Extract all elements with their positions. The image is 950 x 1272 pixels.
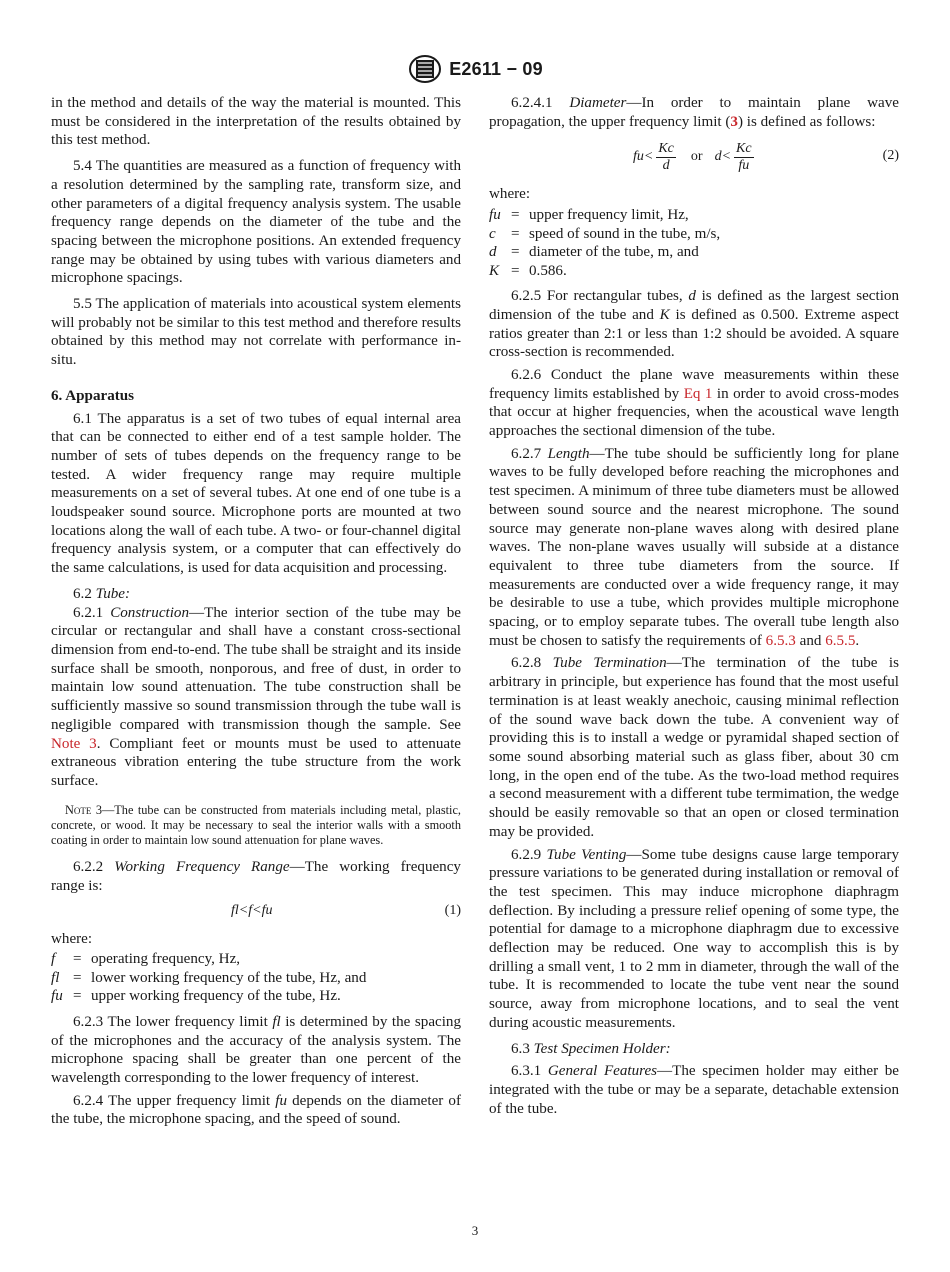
equation-2-lhs-2: d<	[714, 149, 732, 165]
symbol-fl: fl	[272, 1013, 281, 1030]
definition-list-1	[51, 950, 461, 1006]
equation-2-number: (2)	[882, 148, 899, 164]
clause-text: —The interior section of the tube may be circular or rectangular and shall have a constant cross-sectional dimension from end-to-end. The tube shall be straight and its inside surface shall be smooth, nonporous, and free of dust, in order to maintain low sound attenuation. The tube construction shall be sufficiently massive so sound transmission through the tube wall is negligible compared with transmission though the sample. See	[51, 604, 461, 733]
definition-equals: =	[73, 969, 82, 986]
paragraph-continuation: in the method and details of the way the material is mounted. This must be considered in the interpretation of the results obtained by this test method.	[51, 95, 461, 149]
definition-text: 0.586.	[529, 262, 567, 279]
equation-2-or: or	[690, 149, 703, 165]
clause-text: is defined as 0.500. Extreme aspect ratios greater than 2:1 or less than 1:2 should be avoided. A square cross-section is recommended.	[489, 306, 899, 361]
equation-1	[51, 898, 461, 924]
definition-symbol: fl	[51, 969, 60, 986]
clause-text: —The working frequency range is:	[51, 859, 461, 894]
definition-row	[51, 969, 461, 988]
clause-title: Length	[547, 445, 590, 462]
paragraph-6-2-8	[489, 654, 899, 841]
note-label: Note 3	[65, 802, 102, 817]
astm-logo-icon	[407, 54, 443, 84]
paragraph-6-1: 6.1 The apparatus is a set of two tubes of equal internal area that can be connected to either end of a test sample holder. The number of sets of tubes depends on the frequency range to be tested. A wider frequency range may require multiple measurements on a set of several tubes. At one end of one tube is a loudspeaker sound source. Microphone ports are mounted at two locations along the wall of each tube. A two- or four-channel digital frequency analysis system, or a computer that can effectively do the same calculations, is used for data acquisition and processing.	[51, 410, 461, 577]
clause-text: —Some tube designs cause large temporary pressure variations to be generated during installation or removal of the test specimen. This may induce microphone diaphragm deflection. By including a pressure relief opening of some type, the potential for damage to a microphone diaphragm due to excessive deflection may be reduced. One way to accomplish this is by drilling a small vent, 1 to 2 mm in diameter, through the wall of the tube. It is recommended to locate the tube vent near the sound source, away from microphone locations, and to seal the vent during acoustic measurements.	[489, 846, 899, 1031]
fraction-numerator: Kc	[658, 140, 674, 156]
clause-title: Working Frequency Range	[114, 859, 290, 876]
clause-text: 6.2.3 The lower frequency limit	[73, 1013, 273, 1030]
clause-title: Diameter	[569, 95, 627, 111]
page-number: 3	[471, 1223, 479, 1238]
section-6-title: 6. Apparatus	[51, 387, 135, 404]
clause-title: General Features	[547, 1063, 658, 1080]
definition-row	[489, 262, 899, 281]
clause-title: Tube:	[95, 585, 131, 602]
clause-text: —The specimen holder may either be integrated with the tube or may be a separate, detachable extension of the tube.	[489, 1063, 899, 1117]
note-3-link[interactable]: Note 3	[51, 735, 97, 752]
section-6-5-3-link[interactable]: 6.5.3	[765, 632, 796, 649]
definition-row	[51, 950, 461, 969]
clause-number: 6.3.1	[511, 1063, 542, 1080]
equation-1-number: (1)	[444, 902, 461, 918]
fraction-denominator: fu	[738, 157, 750, 173]
definition-symbol: d	[489, 244, 497, 261]
clause-number: 6.3	[511, 1040, 530, 1057]
clause-text: 6.2.4 The upper frequency limit	[73, 1092, 276, 1109]
document-id: E2611 − 09	[449, 58, 543, 79]
definition-symbol: fu	[51, 988, 63, 1005]
where-label: where:	[489, 186, 531, 203]
page-header	[0, 54, 950, 84]
where-label: where:	[51, 930, 93, 947]
clause-text: . Compliant feet or mounts must be used to attenuate extraneous vibration entering the tube structure from the work surface.	[51, 735, 461, 789]
fraction-denominator: d	[662, 157, 670, 173]
definition-text: diameter of the tube, m, and	[529, 244, 699, 261]
symbol-K: K	[659, 306, 670, 323]
definition-row	[489, 243, 899, 262]
definition-row	[489, 225, 899, 244]
paragraph-6-2-2	[51, 858, 461, 895]
symbol-d: d	[688, 288, 696, 305]
definition-row	[489, 206, 899, 225]
eq-1-link[interactable]: Eq 1	[683, 385, 713, 402]
definition-equals: =	[511, 244, 520, 261]
equation-2-lhs-1: fu<	[633, 149, 654, 165]
clause-text: —The termination of the tube is arbitrary in principle, but experience has found that the most useful termination is at least weakly anechoic, causing minimal reflection of the sound wave back down the tube. A convenient way of providing this is to install a wedge or pyramidal shaped section of some sound absorbing material such as glass fiber, about 30 cm long, in the open end of the tube. As the two-load method requires a second measurement with a different tube termimation, the wedge should be easily removable so that an open or closed termination may be provided.	[489, 655, 899, 840]
paragraph-6-3	[489, 1040, 899, 1059]
clause-number: 6.2.7	[511, 445, 542, 462]
definition-text: upper frequency limit, Hz,	[529, 207, 689, 224]
paragraph-5-4: 5.4 The quantities are measured as a function of frequency with a resolution determined by the sampling rate, transform size, and other parameters of a digital frequency analysis system. The usable frequency range depends on the diameter of the tube and the spacing between the microphone positions. An extended frequency range may be obtained by using tubes with various diameters and microphone spacings.	[51, 158, 461, 287]
paragraph-6-2-9	[489, 846, 899, 1033]
fraction-numerator: Kc	[736, 140, 752, 156]
definition-text: upper working frequency of the tube, Hz.	[91, 988, 341, 1005]
right-column	[489, 94, 899, 1118]
definition-row	[51, 987, 461, 1006]
clause-number: 6.2.8	[511, 655, 542, 672]
clause-text: —The tube should be sufficiently long for plane waves to be fully developed before reaching the microphones and test specimen. A minimum of three tube diameters must be allowed between sound source and the nearest microphone. The sound source may generate non-plane waves along with desired plane waves. The non-plane waves usually will subside at a distance equivalent to three tube diameters from the source. If measurements are conducted over a wide frequency range, it may be desirable to use a tube, which provides multiple microphone spacing, or to employ separate tubes. The overall tube length also must be chosen to satisfy the requirements of	[489, 445, 899, 649]
clause-number: 6.2.4.1	[511, 95, 553, 111]
paragraph-6-2-5	[489, 287, 899, 362]
paragraph-6-2-4-1	[489, 94, 899, 131]
definition-equals: =	[511, 207, 520, 224]
paragraph-6-2-3	[51, 1013, 461, 1088]
fraction-1	[656, 141, 676, 174]
clause-number: 6.2	[73, 585, 92, 602]
definition-list-2	[489, 206, 899, 280]
definition-text: operating frequency, Hz,	[91, 951, 241, 968]
paragraph-6-2	[51, 585, 461, 604]
clause-number: 6.2.1	[73, 604, 104, 621]
paragraph-6-2-7	[489, 445, 899, 651]
clause-number: 6.2.9	[511, 846, 542, 863]
clause-number: 6.2.2	[73, 859, 104, 876]
clause-text: —In order to maintain plane wave propagation, the upper frequency limit (	[489, 95, 899, 130]
clause-text: depends on the diameter of the tube, the microphone spacing, and the speed of sound.	[51, 1092, 462, 1128]
reference-3-link[interactable]: 3	[730, 113, 738, 130]
left-column	[51, 94, 461, 1129]
clause-title: Tube Venting	[546, 846, 627, 863]
note-text: —The tube can be constructed from materials including metal, plastic, concrete, or wood. It may be necessary to seal the interior walls with a smooth coating in order to maintain low sound attenuation for plane waves.	[51, 802, 461, 848]
definition-symbol: f	[51, 951, 56, 968]
definition-text: speed of sound in the tube, m/s,	[529, 225, 721, 242]
paragraph-6-3-1	[489, 1062, 899, 1118]
clause-text: 6.2.5 For rectangular tubes,	[511, 288, 689, 305]
note-3	[51, 803, 461, 849]
paragraph-6-2-4	[51, 1092, 461, 1129]
equation-2-body	[633, 135, 757, 179]
clause-text: is defined as the largest section dimension of the tube and	[489, 288, 899, 323]
definition-symbol: c	[489, 225, 496, 242]
paragraph-6-2-6	[489, 366, 899, 441]
clause-title: Construction	[110, 604, 190, 621]
definition-symbol: K	[489, 262, 500, 279]
clause-text: and	[795, 632, 826, 649]
clause-title: Test Specimen Holder:	[533, 1040, 671, 1057]
definition-equals: =	[73, 951, 82, 968]
symbol-fu: fu	[275, 1092, 287, 1109]
fraction-2	[734, 141, 754, 174]
clause-text: .	[855, 632, 860, 649]
definition-equals: =	[511, 262, 520, 279]
clause-text: is determined by the spacing of the microphones and the accuracy of the analysis system. The microphone spacing shall be greater than one percent of the wavelength corresponding to the lower frequency of interest.	[51, 1013, 462, 1086]
definition-text: lower working frequency of the tube, Hz, and	[91, 969, 367, 986]
section-6-5-5-link[interactable]: 6.5.5	[825, 632, 856, 649]
definition-symbol: fu	[489, 207, 501, 224]
clause-text: 6.2.6 Conduct the plane wave measurements within these frequency limits established by	[489, 366, 899, 402]
clause-text: in order to avoid cross-modes that occur at higher frequencies, when the acoustical wave length approaches the sectional dimension of the tube.	[489, 385, 900, 440]
paragraph-5-5: 5.5 The application of materials into acoustical system elements will probably not be similar to this test method and therefore results obtained by this method may not correlate with performance in-situ.	[51, 296, 461, 369]
equation-2	[489, 135, 899, 179]
definition-equals: =	[511, 225, 520, 242]
equation-1-body: fl<f<fu	[231, 902, 273, 918]
clause-text: ) is defined as follows:	[737, 113, 876, 130]
clause-title: Tube Termination	[552, 655, 667, 672]
paragraph-6-2-1	[51, 604, 461, 791]
definition-equals: =	[73, 988, 82, 1005]
